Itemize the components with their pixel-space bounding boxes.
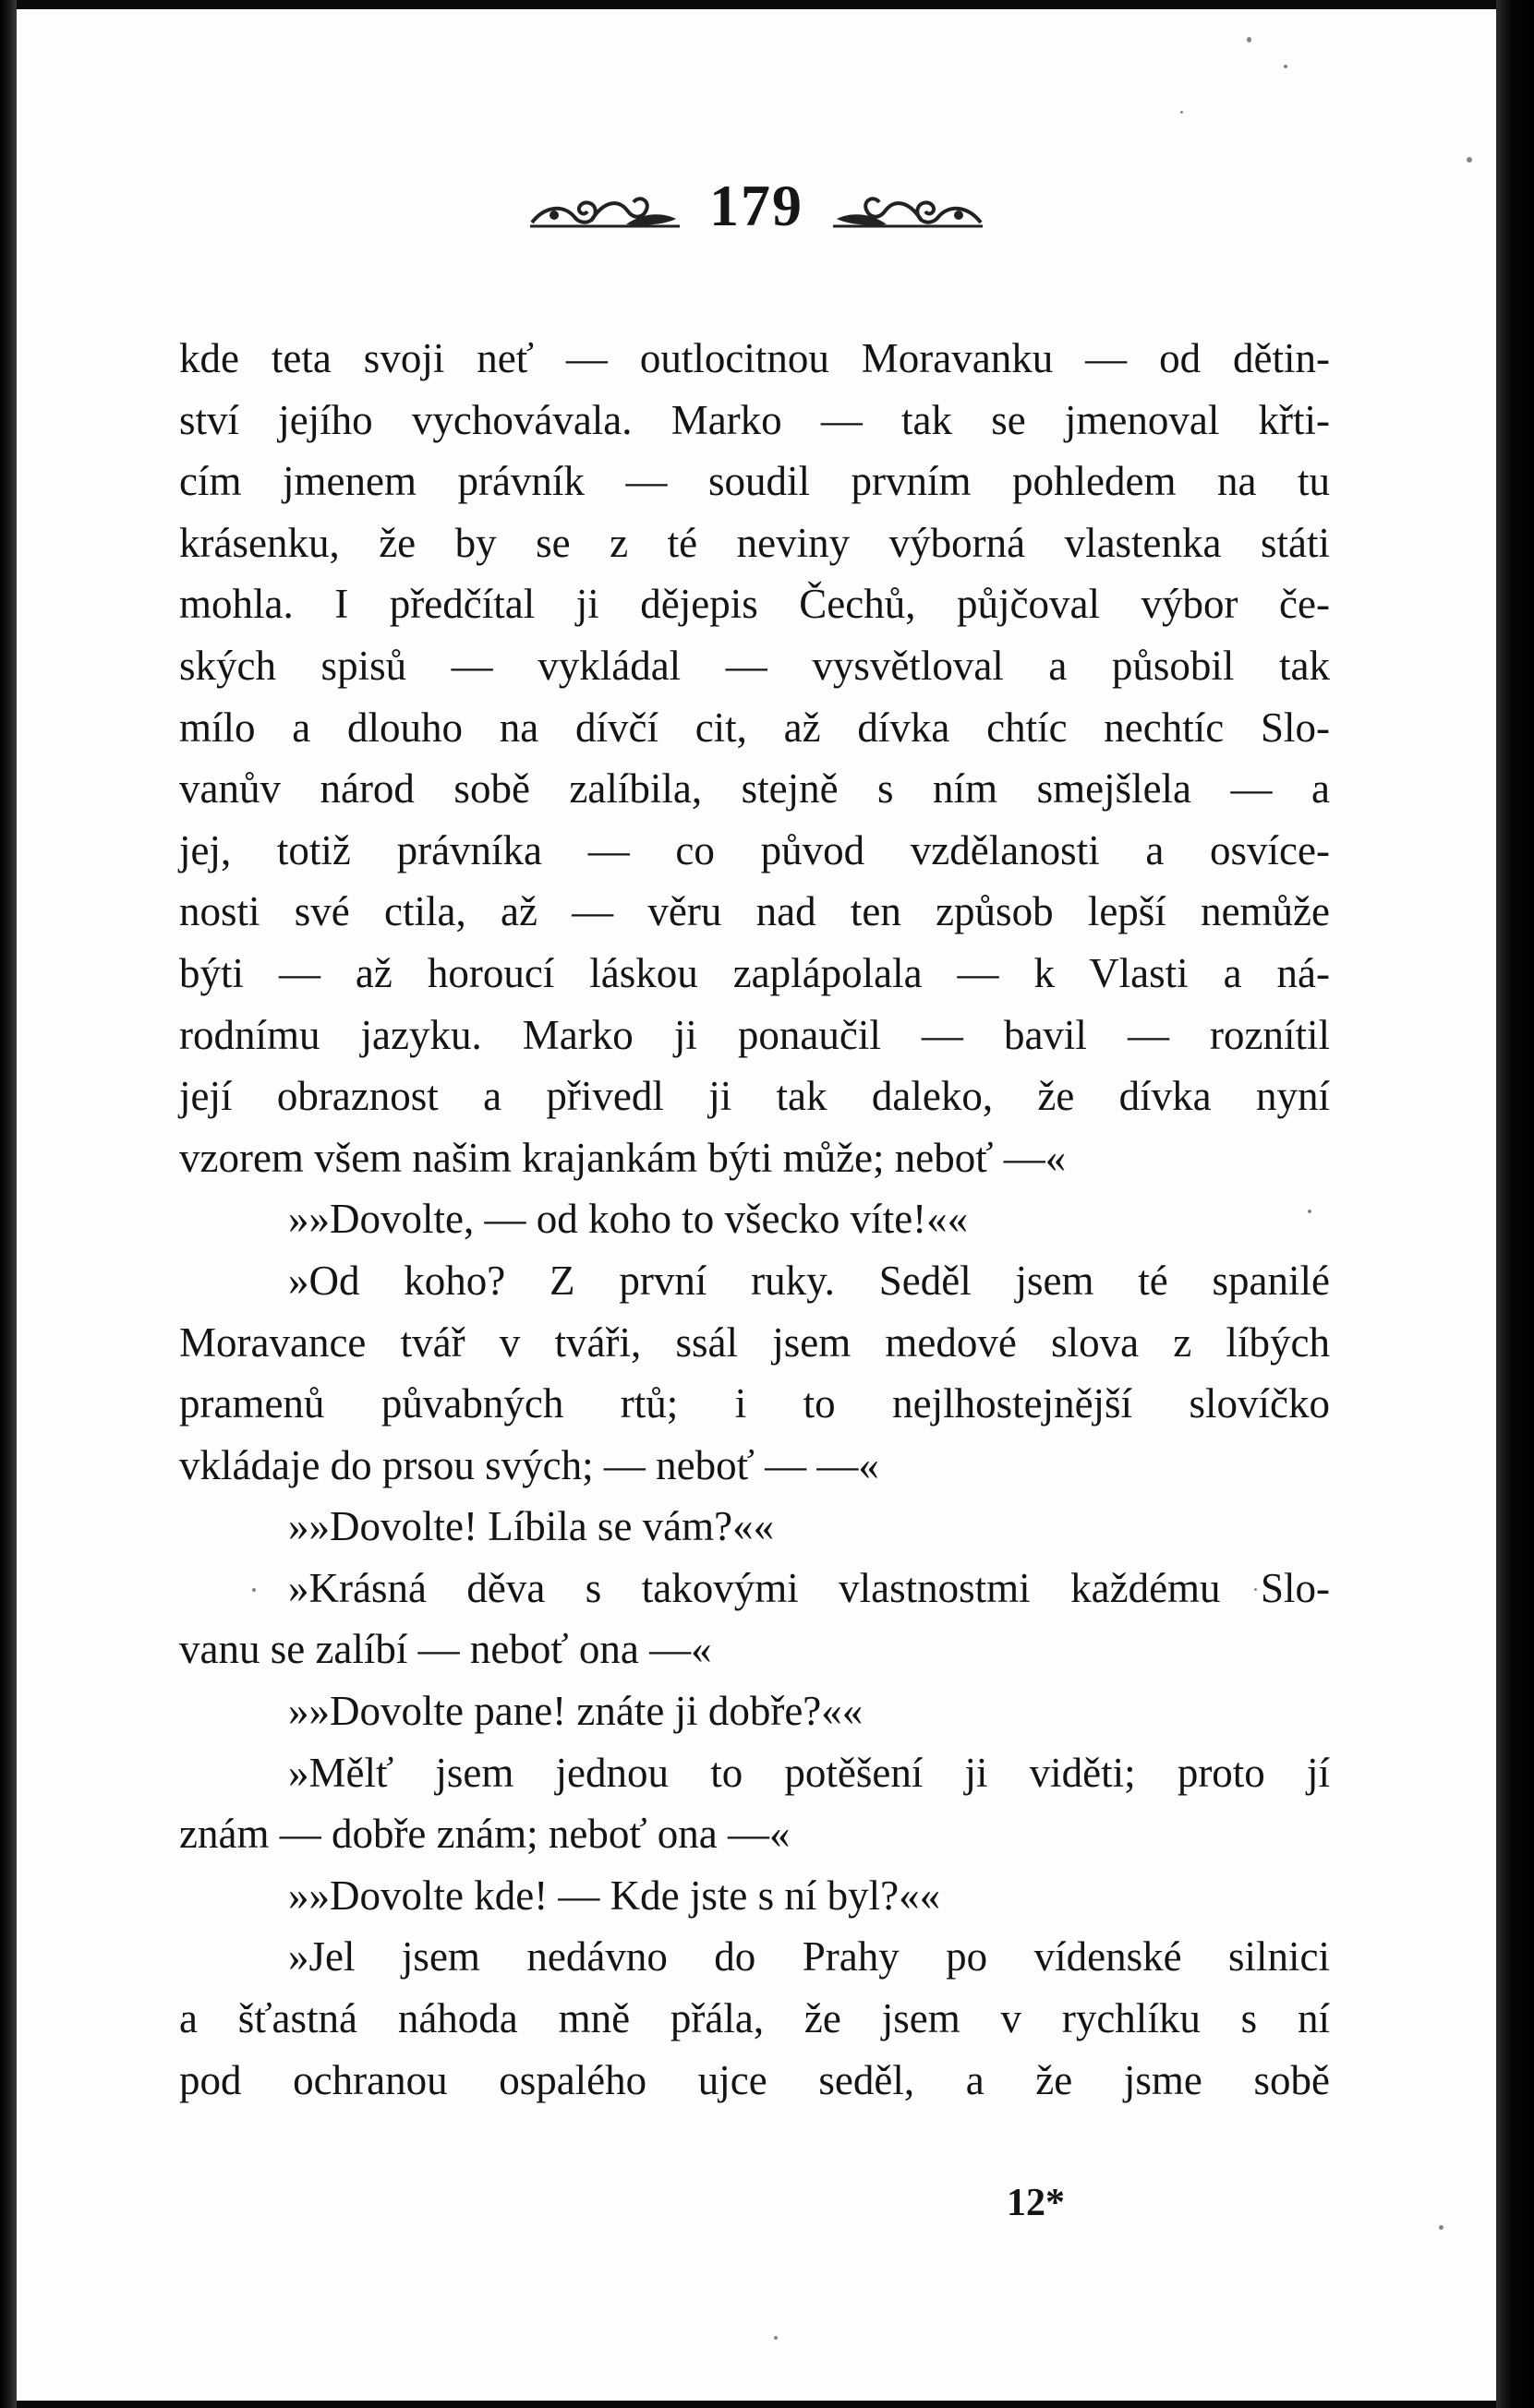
text-line: pramenů půvabných rtů; i to nejlhostejnější slovíčko (179, 1380, 1330, 1427)
text-line: »»Dovolte kde! — Kde jste s ní byl?«« (288, 1872, 941, 1919)
text-line: ství jejího vychovávala. Marko — tak se jmenoval křti- (179, 396, 1330, 443)
paragraph (179, 1496, 1330, 1558)
paragraph (179, 1865, 1330, 1927)
right-ornament-icon (829, 178, 986, 234)
text-line: vzorem všem našim krajankám býti může; neboť —« (179, 1134, 1067, 1181)
text-line: vanův národ sobě zalíbila, stejně s ním smejšlela — a (179, 765, 1330, 813)
signature-mark: 12* (1007, 2182, 1065, 2224)
text-line: cím jmenem právník — soudil prvním pohledem na tu (179, 458, 1330, 505)
text-line: mílo a dlouho na dívčí cit, až dívka chtíc nechtíc Slo- (179, 704, 1330, 751)
scan-border-right (1496, 0, 1534, 2408)
text-line: znám — dobře znám; neboť ona —« (179, 1811, 791, 1858)
text-line: rodnímu jazyku. Marko ji ponaučil — bavil — roznítil (179, 1011, 1330, 1058)
text-line: ských spisů — vykládal — vysvětloval a působil tak (179, 642, 1330, 689)
text-line: »Mělť jsem jednou to potěšení ji viděti; proto jí (288, 1749, 1330, 1796)
text-line: mohla. I předčítal ji dějepis Čechů, půjčoval výbor če- (179, 581, 1330, 628)
text-line: »Od koho? Z první ruky. Seděl jsem té spanilé (288, 1257, 1330, 1304)
text-line: »»Dovolte! Líbila se vám?«« (288, 1503, 775, 1550)
paragraph (179, 1558, 1330, 1680)
text-line: »»Dovolte pane! znáte ji dobře?«« (288, 1688, 864, 1735)
text-line: »Krásná děva s takovými vlastnostmi každému Slo- (288, 1564, 1330, 1611)
text-line: jej, totiž právníka — co původ vzdělanosti a osvíce- (179, 826, 1330, 873)
paragraph (179, 1926, 1330, 2111)
book-page (17, 9, 1496, 2401)
text-line: »»Dovolte, — od koho to všecko víte!«« (288, 1196, 969, 1243)
left-ornament-icon (526, 178, 683, 234)
text-line: pod ochranou ospalého ujce seděl, a že jsme sobě (179, 2056, 1330, 2103)
text-line: nosti své ctila, až — věru nad ten způsob lepší nemůže (179, 888, 1330, 935)
text-line: vanu se zalíbí — neboť ona —« (179, 1626, 712, 1673)
text-line: a šťastná náhoda mně přála, že jsem v rychlíku s ní (179, 1995, 1330, 2042)
text-line: krásenku, že by se z té neviny výborná vlastenka státi (179, 519, 1330, 566)
text-line: býti — až horoucí láskou zaplápolala — k Vlasti a ná- (179, 949, 1330, 996)
text-line: vkládaje do prsou svých; — neboť — —« (179, 1441, 879, 1488)
paragraph (179, 1250, 1330, 1496)
text-line: Moravance tvář v tváři, ssál jsem medové slova z líbých (179, 1318, 1330, 1366)
body-text (179, 328, 1330, 2111)
paragraph (179, 1188, 1330, 1250)
page-number: 179 (709, 173, 803, 238)
text-line: kde teta svoji neť — outlocitnou Moravanku — od dětin- (179, 335, 1330, 381)
page-header (17, 164, 1496, 247)
paragraph (179, 328, 1330, 1188)
paragraph (179, 1742, 1330, 1865)
paragraph (179, 1680, 1330, 1742)
scan-border-left (0, 0, 17, 2408)
text-line: »Jel jsem nedávno do Prahy po vídenské silnici (288, 1933, 1330, 1981)
text-line: její obraznost a přivedl ji tak daleko, že dívka nyní (179, 1073, 1330, 1120)
